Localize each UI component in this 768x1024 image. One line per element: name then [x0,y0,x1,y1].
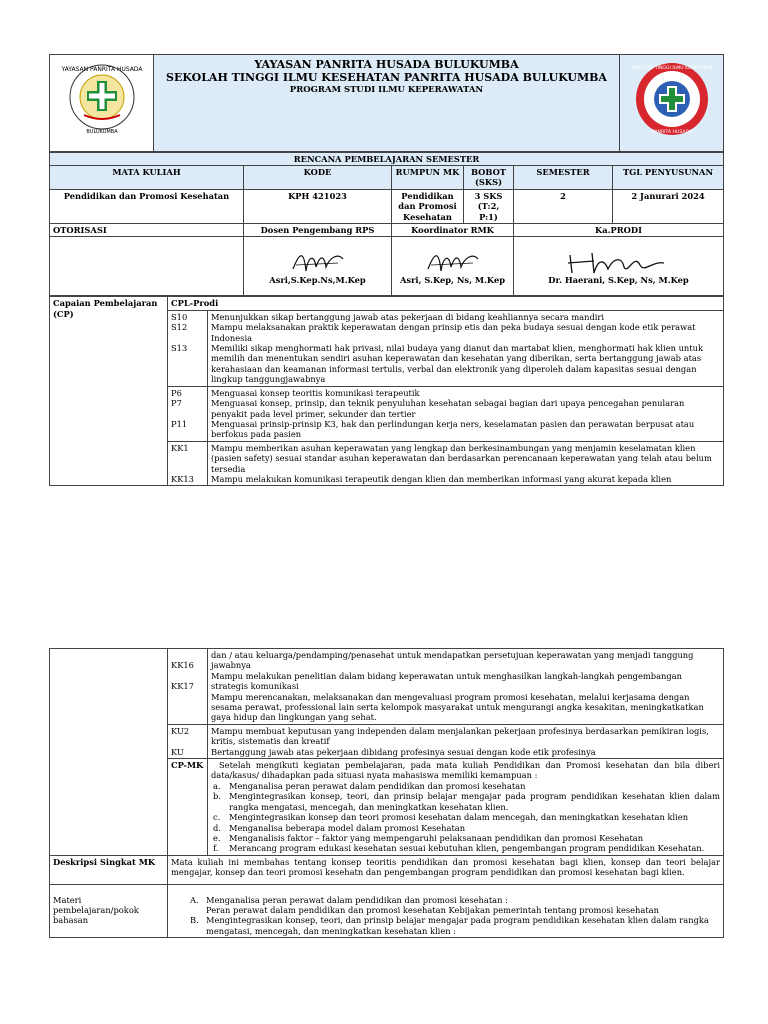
cpmk-item-text: Menganalisis faktor – faktor yang mempengaruhi pelaksanaan pendidikan dan promosi Kesehatan [229,832,644,843]
yayasan-logo [54,59,150,139]
materi-list [188,895,720,937]
koordinator-label: Koordinator RMK [392,224,514,237]
kaprodi-label: Ka.PRODI [514,224,724,237]
rps-table [49,152,724,296]
col-tgl: TGL PENYUSUNAN [613,166,724,190]
cpmk-item-key: d. [213,822,221,833]
page-one [49,54,724,486]
matkul-value: Pendidikan dan Promosi Kesehatan [50,189,244,223]
cpmk-item-key: e. [213,832,221,843]
logo-right-sub: PANRITA HUSADA [651,130,692,135]
cpmk-item [213,791,720,812]
cp-codes-p: P6 P7 P11 [168,386,208,441]
bobot-value: 3 SKS (T:2, P:1) [464,189,514,223]
koordinator-signature-cell [392,237,514,296]
logo-right-text: SEKOLAH TINGGI ILMU KESEHATAN [631,66,712,71]
otorisasi-blank [50,237,244,296]
cpmk-item-text: Mengintegrasikan konsep, teori, dan prinsip belajar mengajar pada program pendidikan kesehatan klien dalam rangka mengatasi, mencegah, dan meningkatkan kesehatan klien. [229,791,720,812]
cp-table [49,296,724,486]
koordinator-name: Asri, S.Kep, Ns, M.Kep [399,275,506,286]
cpmk-item-key: a. [213,780,221,791]
otorisasi-label: OTORISASI [50,224,244,237]
cp-text-p: Menguasai konsep teoritis komunikasi terapeutik Menguasai konsep, prinsip, dan teknik penyuluhan kesehatan sebagai bagian dari upaya pencegahan penularan penyakit pada level primer, sekunder dan tertier Menguasai prinsip-prinsip K3, hak dan perlindungan kerja ners, keselamatan pasien dan perawatan berpusat atau berfokus pada pasien [208,386,724,441]
cpmk-label: CP-MK [168,759,208,856]
cp-codes-kk: KK1 KK13 [168,441,208,486]
materi-label: Materi pembelajaran/pokok bahasan [50,884,168,938]
cpl-prodi-label: CPL-Prodi [168,297,724,310]
cpmk-item [213,812,720,823]
logo-left-cell [50,55,154,152]
cpmk-item-text: Mengintegrasikan konsep dan teori promosi kesehatan dalam mencegah, dan meningkatkan kesehatan klien [229,812,689,823]
pengembang-signature [288,247,348,277]
cp2-text-ku: Mampu membuat keputusan yang independen dalam menjalankan pekerjaan profesinya berdasarkan pemikiran logis, kritis, sistematis dan kreatif Bertanggung jawab atas pekerjaan dibidang profesinya sesuai dengan kode etik profesinya [208,724,724,758]
cpmk-item [213,780,720,791]
cp2-codes-ku: KU2 KU [168,724,208,758]
desc-text: Mata kuliah ini membahas tentang konsep teoritis pendidikan dan promosi kesehatan bagi klien, konsep dan teori belajar mengajar, konsep dan teori promosi kesehatn dan pengembangan program pendidikan dan promosi kesehatan bagi klien. [168,855,724,884]
tgl-value: 2 Janurari 2024 [613,189,724,223]
stikes-logo [627,59,717,139]
cp-codes-s: S10 S12 S13 [168,310,208,386]
col-kode: KODE [244,166,392,190]
cp-continued-table [49,648,724,938]
logo-left-sub: BULUKUMBA [86,129,118,135]
cpmk-list [211,781,720,854]
cpmk-item-key: c. [213,812,221,823]
cpmk-item [213,843,720,854]
kode-value: KPH 421023 [244,189,392,223]
program-line: PROGRAM STUDI ILMU KEPERAWATAN [289,85,484,95]
cp2-text-kk: dan / atau keluarga/pendamping/penasehat untuk mendapatkan persetujuan keperawatan yang menjadi tanggung jawabnya Mampu melakukan penelitian dalam bidang keperawatan untuk menghasilkan langkah-langkah pengembangan strategis komunikasi Mampu merencanakan, melaksanakan dan mengevaluasi program promosi kesehatan, melalui kerjasama dengan sesama perawat, professional lain serta kelompok masyarakat untuk mengurangi angka kesakitan, meningkatkatkan gaya hidup dan lingkungan yang sehat. [208,649,724,725]
institution-line-2: SEKOLAH TINGGI ILMU KESEHATAN PANRITA HUSADA BULUKUMBA [166,71,607,84]
cpmk-content [208,759,724,856]
materi-content [168,884,724,938]
cpmk-item [213,832,720,843]
cp-text-s: Menunjukkan sikap bertanggung jawab atas pekerjaan di bidang keahliannya secara mandiri Mampu melaksanakan praktik keperawatan dengan prinsip etis dan peka budaya sesuai dengan kode etik perawat Indonesia Memiliki sikap menghormati hak privasi, nilai budaya yang dianut dan martabat klien, menghormati hak klien untuk memilih dan menentukan sendiri asuhan keperawatan dan kesehatan yang diberikan, serta bertanggung jawab atas kerahasiaan dan keamanan informasi tertulis, verbal dan elektronik yang diperoleh dalam kapasitas sesuai dengan lingkup tanggungjawabnya [208,310,724,386]
cpmk-item-text: Menganalisa peran perawat dalam pendidikan dan promosi kesehatan [229,780,526,791]
col-semester: SEMESTER [514,166,613,190]
header-table [49,54,724,152]
logo-right-cell [620,55,724,152]
col-mata-kuliah: MATA KULIAH [50,166,244,190]
desc-label: Deskripsi Singkat MK [50,855,168,884]
semester-value: 2 [514,189,613,223]
koordinator-signature [423,247,483,277]
pengembang-name: Asri,S.Kep.Ns,M.Kep [269,275,366,286]
cp-continued-label-blank [50,649,168,856]
institution-title-cell [154,55,620,152]
pengembang-label: Dosen Pengembang RPS [244,224,392,237]
cp2-codes-kk: KK16 KK17 [168,649,208,725]
cpmk-item [213,822,720,833]
kaprodi-signature-cell [514,237,724,296]
materi-item-key: B. [190,915,199,926]
cp-label: Capaian Pembelajaran (CP) [50,297,168,486]
materi-item-key: A. [190,894,199,905]
cpmk-intro: Setelah mengikuti kegiatan pembelajaran, pada mata kuliah Pendidikan dan Promosi kesehatan dan bila diberi data/kasus/ dihadapkan pada situasi nyata mahasiswa memiliki kemampuan : [211,760,720,781]
col-bobot: BOBOT (SKS) [464,166,514,190]
page-two [49,648,724,938]
institution-line-1: YAYASAN PANRITA HUSADA BULUKUMBA [254,58,519,71]
cpmk-item-key: f. [213,843,219,854]
logo-left-text: YAYASAN PANRITA HUSADA [61,66,143,73]
materi-item-text: Mengintegrasikan konsep, teori, dan prinsip belajar mengajar pada program pendidikan kesehatan klien dalam rangka mengatasi, mencegah, dan meningkatkan kesehatan klien : [206,915,709,936]
materi-item [190,915,720,936]
cpmk-item-text: Menganalisa beberapa model dalam promosi Kesehatan [229,822,466,833]
pengembang-signature-cell [244,237,392,296]
materi-item [190,894,720,916]
materi-item-sub: Peran perawat dalam pendidikan dan promosi kesehatan Kebijakan pemerintah tentang promosi kesehatan [206,904,659,915]
kaprodi-name: Dr. Haerani, S.Kep, Ns, M.Kep [548,275,689,286]
materi-item-text: Menganalisa peran perawat dalam pendidikan dan promosi kesehatan : [206,894,508,905]
col-rumpun: RUMPUN MK [392,166,464,190]
rps-title: RENCANA PEMBELAJARAN SEMESTER [50,153,724,166]
cpmk-item-text: Merancang program edukasi kesehatan sesuai kebutuhan klien, pengembangan program pendidikan Kesehatan. [229,843,705,854]
rumpun-value: Pendidikan dan Promosi Kesehatan [392,189,464,223]
cpmk-item-key: b. [213,791,221,802]
cp-text-kk: Mampu memberikan asuhan keperawatan yang lengkap dan berkesinambungan yang menjamin keselamatan klien (pasien safety) sesuai standar asuhan keperawatan dan berdasarkan perencanaan keperawatan yang telah atau belum tersedia Mampu melakukan komunikasi terapeutik dengan klien dan memberikan informasi yang akurat kepada klien [208,441,724,486]
